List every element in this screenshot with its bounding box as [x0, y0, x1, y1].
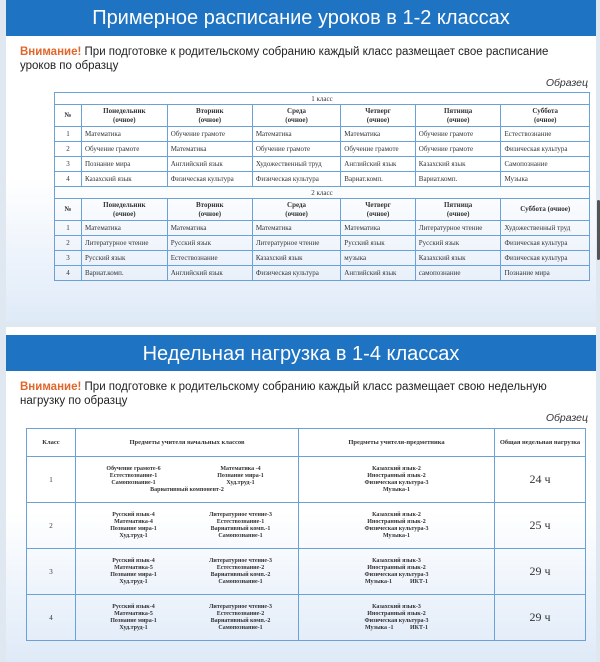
day-name: Среда — [287, 200, 307, 209]
lesson-cell: Физическая культура — [167, 172, 252, 187]
day-header — [167, 199, 252, 221]
workload-panel — [6, 327, 596, 662]
day-header — [341, 105, 415, 127]
lesson-number: 3 — [55, 251, 82, 266]
lesson-cell: Познание мира — [82, 157, 168, 172]
day-mode: (очное) — [446, 209, 470, 218]
header-row — [27, 429, 586, 457]
lesson-cell: Самопознание — [501, 157, 590, 172]
total-hours: 24 ч — [495, 457, 586, 503]
lesson-row — [55, 236, 590, 251]
lesson-cell: Английский язык — [167, 266, 252, 281]
lesson-cell: Казахский язык — [252, 251, 340, 266]
lesson-cell: Естествознание — [501, 127, 590, 142]
lesson-cell: Литературное чтение — [415, 221, 501, 236]
column-header: Класс — [27, 429, 76, 457]
lesson-cell: Математика — [82, 127, 168, 142]
lesson-cell: Английский язык — [341, 266, 415, 281]
number-header: № — [55, 199, 82, 221]
day-header — [341, 199, 415, 221]
day-name: Пятница — [443, 106, 473, 115]
schedule-panel — [6, 0, 596, 322]
lesson-cell: Обучение грамоте — [252, 142, 340, 157]
class-number: 2 — [27, 503, 76, 549]
subject-item: Самопознание-1 — [218, 578, 263, 585]
lesson-number: 2 — [55, 236, 82, 251]
day-name: Понедельник — [103, 200, 146, 209]
notice-text: При подготовке к родительскому собранию каждый класс размещает свою недельную нагрузку по образцу — [20, 381, 547, 407]
lesson-cell: Математика — [82, 221, 168, 236]
subject-item: Казахский язык-3 — [372, 557, 421, 564]
lesson-cell: Физическая культура — [501, 251, 590, 266]
subject-item: Физическая культура-3 — [364, 479, 429, 486]
day-name: Суббота (очное) — [520, 205, 571, 213]
lesson-cell: Английский язык — [341, 157, 415, 172]
day-name: Вторник — [195, 106, 224, 115]
subject-item: Русский язык-4 — [112, 511, 155, 518]
class-number: 1 — [27, 457, 76, 503]
subject-item: Иностранный язык-2 — [367, 564, 426, 571]
table-row — [27, 549, 586, 595]
lesson-cell: Математика — [252, 127, 340, 142]
subject-item: Познание мира-1 — [110, 525, 157, 532]
lesson-cell: Физическая культура — [501, 142, 590, 157]
lesson-cell: Вариат.комп. — [82, 266, 168, 281]
subject-item: Худ.труд-1 — [119, 624, 148, 631]
specialist-subjects — [299, 503, 495, 549]
subject-item: Математика-4 — [114, 518, 153, 525]
lesson-cell: Казахский язык — [415, 157, 501, 172]
teacher-subjects — [76, 549, 299, 595]
subject-grid — [76, 512, 298, 540]
lesson-cell: Литературное чтение — [82, 236, 168, 251]
day-header — [82, 105, 168, 127]
total-hours: 25 ч — [495, 503, 586, 549]
subject-item: Естествознание-2 — [216, 564, 265, 571]
warning-label: Внимание! — [20, 381, 82, 393]
day-mode: (очное) — [113, 115, 136, 124]
day-header — [415, 199, 501, 221]
lesson-cell: Физическая культура — [252, 172, 340, 187]
lesson-row — [55, 127, 590, 142]
lesson-cell: Познание мира — [501, 266, 590, 281]
schedule-table — [54, 92, 590, 281]
subject-item: Самопознание-1 — [218, 532, 263, 539]
subject-item: Самопознание-1 — [111, 479, 156, 486]
lesson-cell: Вариат.комп. — [341, 172, 415, 187]
column-header: Общая недельная нагрузка — [495, 429, 586, 457]
subject-item: Познание мира-1 — [110, 617, 157, 624]
day-name: Среда — [287, 106, 307, 115]
day-name: Суббота — [532, 106, 559, 115]
subject-item: Физическая культура-3 — [364, 525, 429, 532]
subject-grid — [76, 558, 298, 586]
day-mode: (очное) — [198, 209, 222, 218]
day-header — [167, 105, 252, 127]
subject-item: Музыка -1 ИКТ-1 — [364, 624, 429, 631]
class-number: 4 — [27, 595, 76, 641]
day-mode: (очное) — [533, 115, 557, 124]
subject-item: Казахский язык-2 — [372, 511, 421, 518]
subject-item: Литературное чтение-3 — [208, 511, 273, 518]
day-mode: (очное) — [285, 115, 308, 124]
subject-item: Вариативный комп.-2 — [210, 571, 271, 578]
lesson-number: 1 — [55, 127, 82, 142]
subject-item: Естествознание-1 — [109, 472, 158, 479]
specialist-subjects — [299, 595, 495, 641]
day-name: Четверг — [365, 106, 391, 115]
lesson-row — [55, 172, 590, 187]
lesson-row — [55, 251, 590, 266]
header-row — [55, 199, 590, 221]
day-mode: (очное) — [198, 115, 222, 124]
lesson-row — [55, 221, 590, 236]
specialist-subjects — [299, 549, 495, 595]
lesson-cell: Английский язык — [167, 157, 252, 172]
lesson-cell: Обучение грамоте — [341, 142, 415, 157]
day-mode: (очное) — [113, 209, 136, 218]
lesson-number: 4 — [55, 172, 82, 187]
column-header: Предметы учителя-предметника — [299, 429, 495, 457]
subject-item: Физическая культура-3 — [364, 617, 429, 624]
schedule-notice — [6, 36, 596, 73]
subject-item: Познание мира-1 — [217, 472, 264, 479]
class-label: 1 класс — [55, 93, 590, 105]
subject-grid — [76, 604, 298, 632]
lesson-cell: самопознание — [415, 266, 501, 281]
lesson-row — [55, 157, 590, 172]
notice-text: При подготовке к родительскому собранию каждый класс размещает свое расписание уроков по образцу — [20, 46, 549, 72]
lesson-number: 1 — [55, 221, 82, 236]
workload-title: Недельная нагрузка в 1-4 классах — [6, 335, 596, 371]
day-header — [252, 199, 340, 221]
sample-label: Образец — [545, 412, 588, 424]
lesson-cell: Математика — [341, 127, 415, 142]
subject-item: Худ.труд-1 — [119, 532, 148, 539]
class-label: 2 класс — [55, 187, 590, 199]
subject-item: Иностранный язык-2 — [367, 472, 426, 479]
teacher-subjects — [76, 503, 299, 549]
lesson-number: 3 — [55, 157, 82, 172]
subject-item: Русский язык-4 — [112, 603, 155, 610]
day-header — [501, 105, 590, 127]
total-hours: 29 ч — [495, 595, 586, 641]
teacher-subjects — [76, 457, 299, 503]
subject-item: Естествознание-1 — [216, 518, 265, 525]
warning-label: Внимание! — [20, 46, 82, 58]
lesson-cell: Казахский язык — [415, 251, 501, 266]
subject-item: Вариативный компонент-2 — [150, 486, 224, 493]
sample-label: Образец — [545, 77, 588, 89]
lesson-cell: музыка — [341, 251, 415, 266]
subject-item: Обучение грамоте-6 — [106, 465, 161, 472]
teacher-subjects — [76, 595, 299, 641]
workload-notice — [6, 371, 596, 408]
lesson-cell: Казахский язык — [82, 172, 168, 187]
subject-item: Литературное чтение-3 — [208, 557, 273, 564]
lesson-number: 2 — [55, 142, 82, 157]
day-header — [415, 105, 501, 127]
subject-item: Казахский язык-2 — [372, 465, 421, 472]
header-row — [55, 105, 590, 127]
subject-item: Физическая культура-3 — [364, 571, 429, 578]
lesson-cell: Музыка — [501, 172, 590, 187]
total-hours: 29 ч — [495, 549, 586, 595]
day-mode: (очное) — [446, 115, 470, 124]
lesson-cell: Русский язык — [341, 236, 415, 251]
day-name: Вторник — [195, 200, 224, 209]
lesson-cell: Обучение грамоте — [167, 127, 252, 142]
day-name: Понедельник — [103, 106, 146, 115]
day-header — [501, 199, 590, 221]
subject-item: Худ.труд-1 — [119, 578, 148, 585]
schedule-title: Примерное расписание уроков в 1-2 классах — [6, 0, 596, 36]
subject-grid — [76, 466, 298, 487]
lesson-cell: Литературное чтение — [252, 236, 340, 251]
lesson-number: 4 — [55, 266, 82, 281]
subject-item: Математика-5 — [114, 610, 153, 617]
day-mode: (очное) — [285, 209, 308, 218]
subject-item: Музыка-1 — [382, 532, 411, 539]
lesson-cell: Художественный труд — [501, 221, 590, 236]
workload-table — [26, 428, 586, 641]
class-row — [55, 187, 590, 199]
number-header: № — [55, 105, 82, 127]
subject-item: Казахский язык-3 — [372, 603, 421, 610]
subject-item: Литературное чтение-3 — [208, 603, 273, 610]
subject-item: Вариативный комп.-1 — [210, 525, 271, 532]
day-name: Четверг — [365, 200, 391, 209]
lesson-cell: Художественный труд — [252, 157, 340, 172]
column-header: Предметы учителя начальных классов — [76, 429, 299, 457]
subject-item: Худ.труд-1 — [226, 479, 255, 486]
subject-item: Познание мира-1 — [110, 571, 157, 578]
subject-item: Музыка-1 ИКТ-1 — [364, 578, 429, 585]
lesson-cell: Вариат.комп. — [415, 172, 501, 187]
day-mode: (очное) — [366, 115, 390, 124]
table-row — [27, 595, 586, 641]
class-row — [55, 93, 590, 105]
lesson-cell: Русский язык — [415, 236, 501, 251]
lesson-row — [55, 142, 590, 157]
lesson-cell: Физическая культура — [252, 266, 340, 281]
subject-item: Русский язык-4 — [112, 557, 155, 564]
subject-item: Вариативный комп.-2 — [210, 617, 271, 624]
lesson-cell: Русский язык — [167, 236, 252, 251]
day-header — [82, 199, 168, 221]
lesson-cell: Естествознание — [167, 251, 252, 266]
lesson-cell: Физическая культура — [501, 236, 590, 251]
day-name: Пятница — [443, 200, 473, 209]
subject-item: Иностранный язык-2 — [367, 610, 426, 617]
lesson-cell: Математика — [341, 221, 415, 236]
table-row — [27, 503, 586, 549]
subject-item: Естествознание-2 — [216, 610, 265, 617]
lesson-cell: Математика — [167, 221, 252, 236]
lesson-cell: Русский язык — [82, 251, 168, 266]
lesson-cell: Обучение грамоте — [415, 127, 501, 142]
subject-item: Математика-5 — [114, 564, 153, 571]
lesson-cell: Математика — [167, 142, 252, 157]
lesson-cell: Обучение грамоте — [82, 142, 168, 157]
subject-item: Самопознание-1 — [218, 624, 263, 631]
table-row — [27, 457, 586, 503]
lesson-cell: Математика — [252, 221, 340, 236]
class-number: 3 — [27, 549, 76, 595]
specialist-subjects — [299, 457, 495, 503]
day-header — [252, 105, 340, 127]
lesson-cell: Обучение грамоте — [415, 142, 501, 157]
lesson-row — [55, 266, 590, 281]
subject-item: Музыка-1 — [382, 486, 411, 493]
subject-item: Иностранный язык-2 — [367, 518, 426, 525]
subject-item: Математика -4 — [220, 465, 261, 472]
day-mode: (очное) — [366, 209, 390, 218]
